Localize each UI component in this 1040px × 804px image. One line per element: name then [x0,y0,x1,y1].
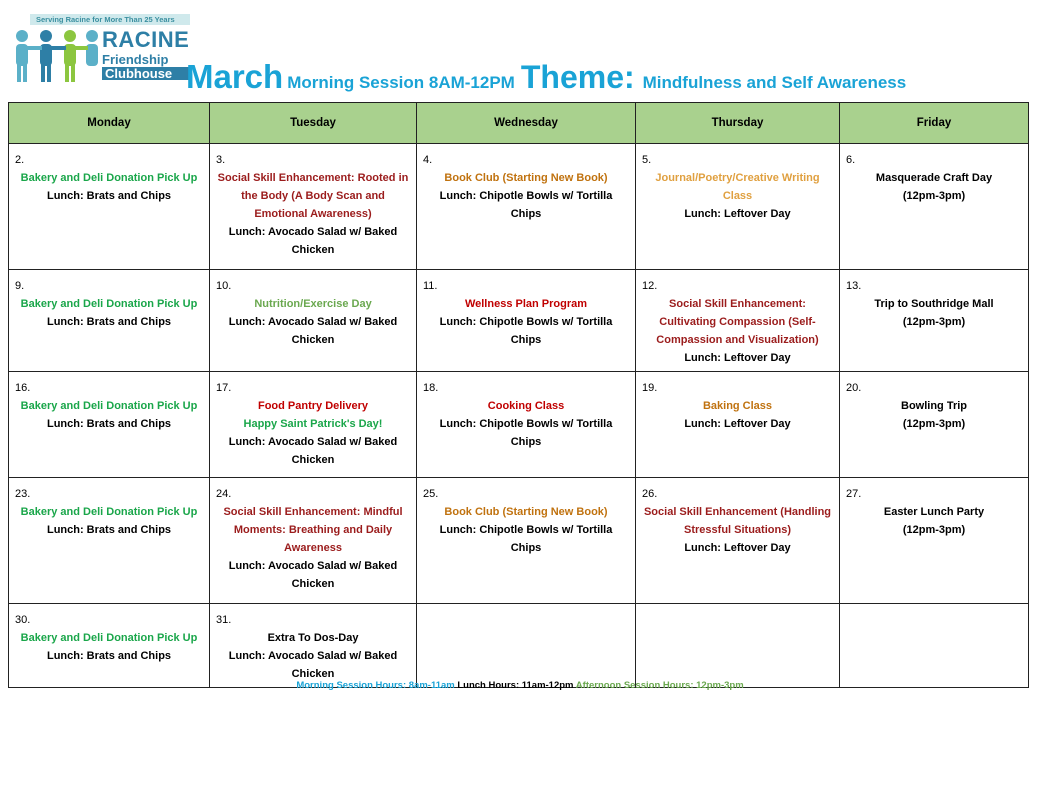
day-number: 2. [15,154,25,166]
calendar-day-cell [417,270,636,372]
day-number: 6. [846,154,856,166]
title-month: March [186,58,284,95]
event-line: Easter Lunch Party [883,506,985,518]
event-line: Social Skill Enhancement: Cultivating Compassion (Self-Compassion and Visualization) [656,298,819,346]
event-line: Lunch: Leftover Day [684,418,791,430]
event-line: Lunch: Leftover Day [684,208,791,220]
event-line: Extra To Dos-Day [267,632,359,644]
event-line: Bakery and Deli Donation Pick Up [20,632,198,644]
event-line: Lunch: Brats and Chips [46,524,172,536]
day-number: 20. [846,382,862,394]
calendar-day-cell [840,270,1029,372]
weekday-header: Wednesday [417,103,636,144]
weekday-header-row [9,103,1029,144]
event-line: Social Skill Enhancement: Rooted in the Body (A Body Scan and Emotional Awareness) [217,172,409,220]
calendar-day-cell [417,372,636,478]
event-line: Lunch: Avocado Salad w/ Baked Chicken [228,436,398,466]
calendar-table [8,102,1029,688]
event-line: Masquerade Craft Day [875,172,993,184]
event-line: Food Pantry Delivery [257,400,369,412]
page-title [186,60,906,93]
day-number: 17. [216,382,232,394]
calendar-body [9,144,1029,688]
weekday-header: Tuesday [210,103,417,144]
title-theme-text: Mindfulness and Self Awareness [642,73,907,92]
event-line: Lunch: Chipotle Bowls w/ Tortilla Chips [439,316,613,346]
event-line: Lunch: Leftover Day [684,352,791,364]
day-number: 4. [423,154,433,166]
event-line: Book Club (Starting New Book) [444,506,608,518]
title-theme-label: Theme: [520,59,635,95]
day-number: 9. [15,280,25,292]
event-line: Bakery and Deli Donation Pick Up [20,298,198,310]
event-line: Bakery and Deli Donation Pick Up [20,400,198,412]
calendar-week-row [9,478,1029,604]
day-number: 11. [423,280,438,292]
calendar-day-cell [417,478,636,604]
calendar-day-cell [210,270,417,372]
logo-wordmark [102,29,189,80]
calendar-day-cell [9,478,210,604]
event-line: Lunch: Leftover Day [684,542,791,554]
weekday-header: Monday [9,103,210,144]
clubhouse-logo [8,14,190,88]
event-line: Social Skill Enhancement: Mindful Moments: Breathing and Daily Awareness [223,506,403,554]
people-icon [8,26,100,86]
event-line: Bakery and Deli Donation Pick Up [20,172,198,184]
day-number: 31. [216,614,232,626]
event-line: Bakery and Deli Donation Pick Up [20,506,198,518]
calendar-day-cell [840,144,1029,270]
event-line: Lunch: Brats and Chips [46,316,172,328]
day-number: 5. [642,154,652,166]
footer-lunch-hours: Lunch Hours: 11am-12pm [457,680,574,691]
footer-afternoon-hours: Afternoon Session Hours: 12pm-3pm [575,680,744,691]
calendar-day-cell [210,372,417,478]
calendar-week-row [9,372,1029,478]
calendar-day-cell [636,372,840,478]
weekday-header: Friday [840,103,1029,144]
calendar-day-cell [636,604,840,688]
event-line: Lunch: Chipotle Bowls w/ Tortilla Chips [439,418,613,448]
logo-name-line2: Friendship [102,52,169,67]
calendar-day-cell [9,144,210,270]
calendar-day-cell [9,604,210,688]
event-line: Lunch: Avocado Salad w/ Baked Chicken [228,650,398,680]
event-line: Lunch: Brats and Chips [46,190,172,202]
calendar-day-cell [210,144,417,270]
day-number: 30. [15,614,31,626]
weekday-header: Thursday [636,103,840,144]
logo-name-line3: Clubhouse [102,67,189,80]
day-number: 19. [642,382,658,394]
day-number: 10. [216,280,232,292]
event-line: (12pm-3pm) [902,190,966,202]
calendar-day-cell [417,604,636,688]
day-number: 24. [216,488,232,500]
day-number: 27. [846,488,862,500]
event-line: Lunch: Chipotle Bowls w/ Tortilla Chips [439,524,613,554]
calendar-day-cell [636,270,840,372]
event-line: Social Skill Enhancement (Handling Stressful Situations) [643,506,832,536]
event-line: Wellness Plan Program [464,298,588,310]
event-line: Nutrition/Exercise Day [254,298,372,310]
calendar-day-cell [636,144,840,270]
event-line: Happy Saint Patrick's Day! [243,418,383,430]
event-line: Lunch: Avocado Salad w/ Baked Chicken [228,316,398,346]
event-line: Baking Class [702,400,773,412]
calendar-week-row [9,144,1029,270]
calendar-day-cell [417,144,636,270]
event-line: Bowling Trip [901,400,967,412]
day-number: 16. [15,382,31,394]
day-number: 13. [846,280,862,292]
event-line: Lunch: Avocado Salad w/ Baked Chicken [228,226,398,256]
calendar-day-cell [840,604,1029,688]
event-line: Trip to Southridge Mall [874,298,994,310]
event-line: Journal/Poetry/Creative Writing Class [655,172,820,202]
event-line: Lunch: Chipotle Bowls w/ Tortilla Chips [439,190,613,220]
event-line: Lunch: Avocado Salad w/ Baked Chicken [228,560,398,590]
event-line: Book Club (Starting New Book) [444,172,608,184]
calendar-week-row [9,270,1029,372]
calendar-day-cell [636,478,840,604]
title-session: Morning Session 8AM-12PM [287,73,515,92]
day-number: 12. [642,280,658,292]
event-line: (12pm-3pm) [902,418,966,430]
event-line: Lunch: Brats and Chips [46,418,172,430]
logo-name-line1: RACINE [102,27,190,52]
calendar-day-cell [210,478,417,604]
event-line: Cooking Class [487,400,565,412]
day-number: 18. [423,382,439,394]
calendar-day-cell [9,270,210,372]
calendar-week-row [9,604,1029,688]
calendar-day-cell [840,478,1029,604]
logo-tagline: Serving Racine for More Than 25 Years [30,14,190,25]
event-line: Lunch: Brats and Chips [46,650,172,662]
session-hours-footer [0,680,1040,691]
calendar-day-cell [9,372,210,478]
day-number: 23. [15,488,31,500]
calendar-day-cell [210,604,417,688]
day-number: 3. [216,154,226,166]
footer-morning-hours: Morning Session Hours: 8am-11am [296,680,455,691]
day-number: 25. [423,488,439,500]
day-number: 26. [642,488,658,500]
event-line: (12pm-3pm) [902,524,966,536]
calendar-day-cell [840,372,1029,478]
event-line: (12pm-3pm) [902,316,966,328]
